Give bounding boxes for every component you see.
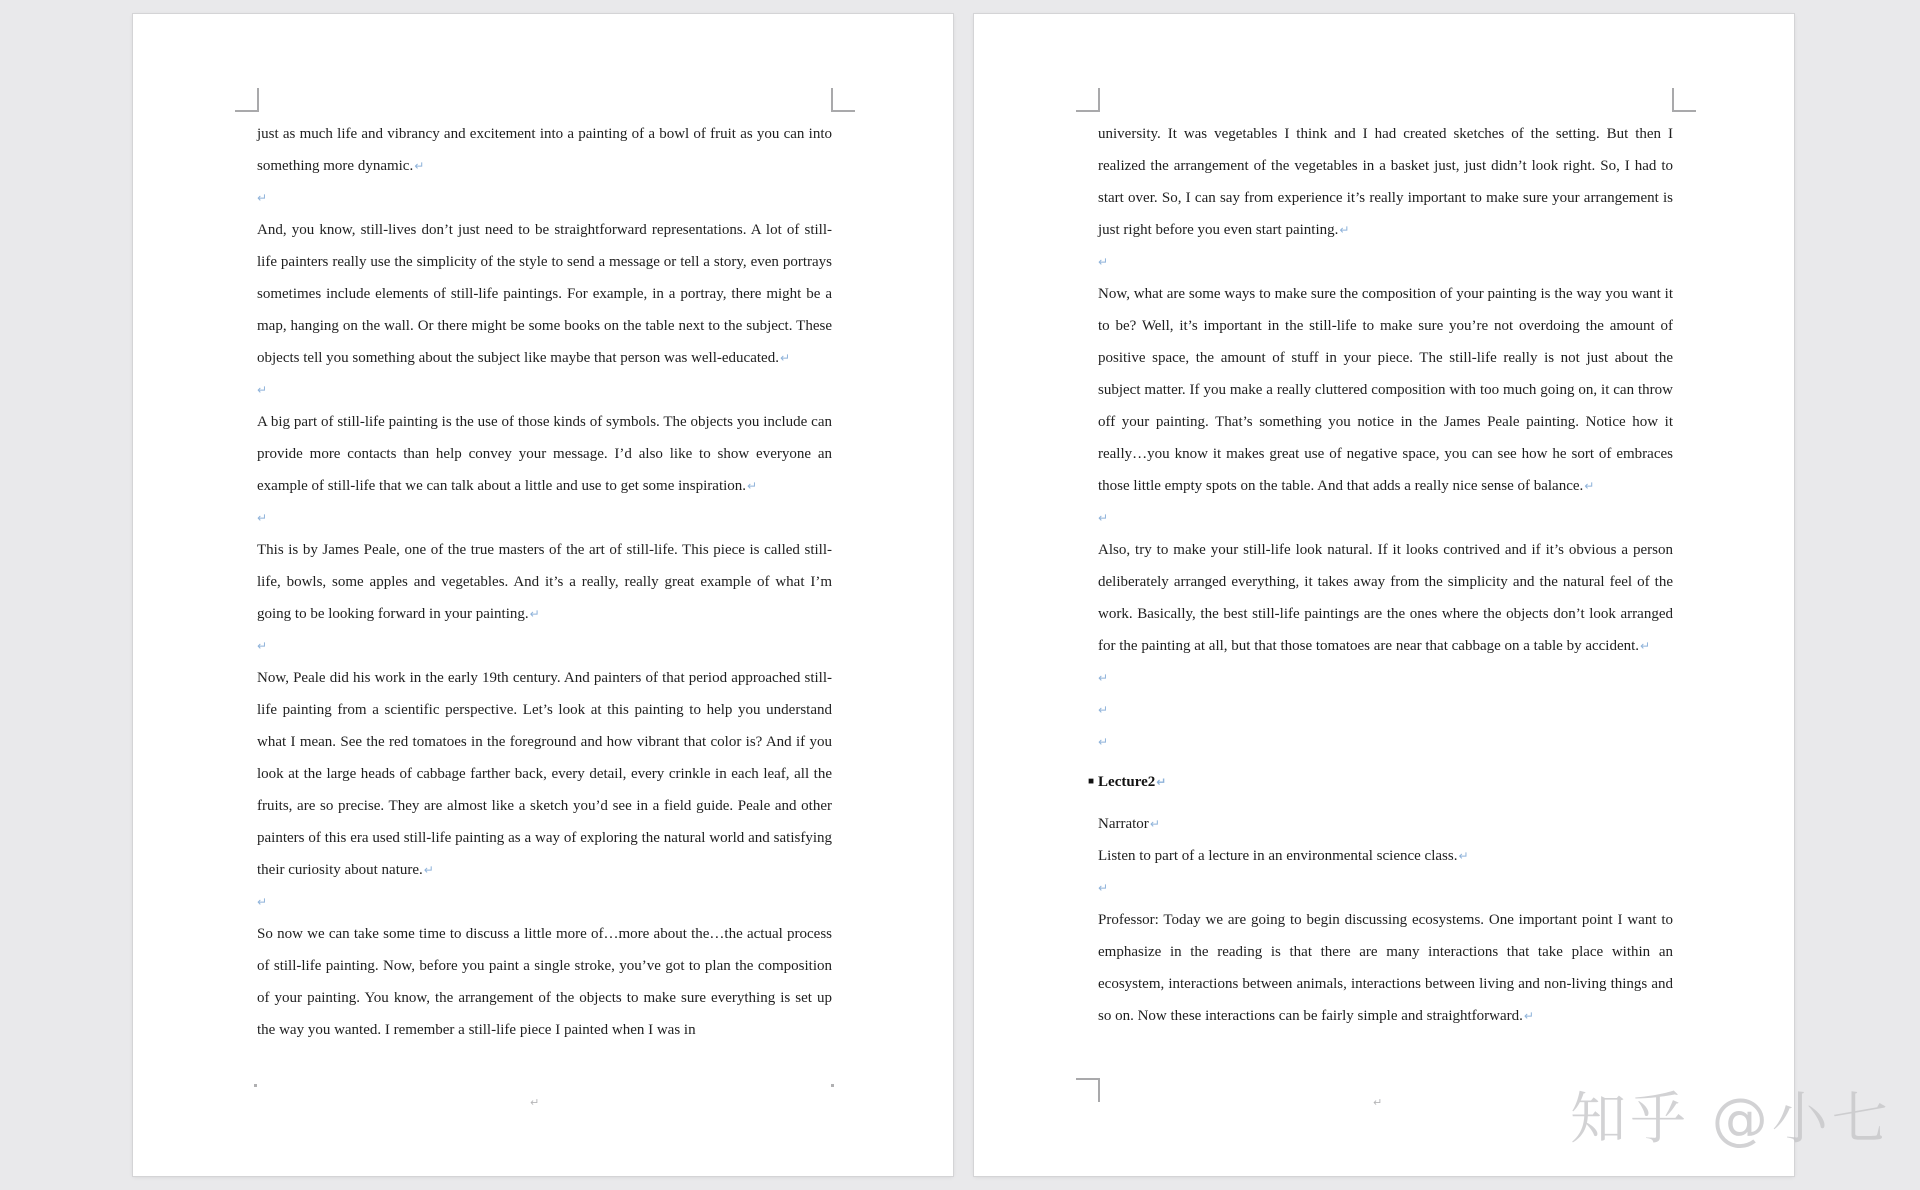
paragraph-mark: ↵ <box>1523 1009 1534 1023</box>
paragraph-mark: ↵ <box>1156 775 1167 789</box>
paragraph-text: This is by James Peale, one of the true masters of the art of still-life. This piece is called still-life, bowls, some apples and vegetables. And it’s a really, really great example of what I’m going to be looking forward in your painting. <box>257 542 832 622</box>
paragraph-mark: ↵ <box>257 511 268 525</box>
bullet-icon: ■ <box>1088 776 1095 787</box>
paragraph <box>257 918 832 1046</box>
empty-paragraph <box>1098 872 1673 904</box>
paragraph-mark: ↵ <box>414 159 425 173</box>
margin-corner-top-left <box>1076 88 1100 112</box>
paragraph <box>257 118 832 182</box>
page-text-area[interactable] <box>1088 118 1673 1032</box>
paragraph <box>1098 840 1673 872</box>
paragraph-mark: ↵ <box>257 383 268 397</box>
paragraph-mark: ↵ <box>257 639 268 653</box>
paragraph <box>1098 278 1673 502</box>
paragraph <box>1098 808 1673 840</box>
paragraph-mark: ↵ <box>1098 703 1109 717</box>
paragraph-text: And, you know, still-lives don’t just need to be straightforward representations. A lot of still-life painters really use the simplicity of the style to send a message or tell a story, even portrays sometimes include elements of still-life paintings. For example, in a portray, there might be a map, hanging on the wall. Or there might be some books on the table next to the subject. These objects tell you something about the subject like maybe that person was well-educated. <box>257 222 832 366</box>
paragraph-mark: ↵ <box>257 895 268 909</box>
footer-paragraph-mark: ↵ <box>1373 1096 1383 1109</box>
paragraph-mark: ↵ <box>423 863 434 877</box>
empty-paragraph <box>257 182 832 214</box>
paragraph-text: Now, what are some ways to make sure the composition of your painting is the way you want it to be? Well, it’s important in the still-life to make sure you’re not overdoing the amount of positive space, the amount of stuff in your piece. The still-life really is not just about the subject matter. If you make a really cluttered composition with too much going on, it can throw off your painting. That’s something you notice in the James Peale painting. Notice how it really…you know it makes great use of negative space, you can see how he sort of embraces those little empty spots on the table. And that adds a really nice sense of balance. <box>1098 286 1673 494</box>
paragraph-text: university. It was vegetables I think and I had created sketches of the setting. But then I realized the arrangement of the vegetables in a basket just, just didn’t look right. So, I had to start over. So, I can say from experience it’s really important to make sure your arrangement is just right before you even start painting. <box>1098 126 1673 238</box>
paragraph-mark: ↵ <box>1098 735 1109 749</box>
paragraph-text: just as much life and vibrancy and excitement into a painting of a bowl of fruit as you can into something more dynamic. <box>257 126 832 174</box>
paragraph-mark: ↵ <box>1339 223 1350 237</box>
margin-corner-top-right <box>1672 88 1696 112</box>
paragraph <box>257 214 832 374</box>
empty-paragraph <box>1098 662 1673 694</box>
empty-paragraph <box>257 630 832 662</box>
margin-corner-top-left <box>235 88 259 112</box>
paragraph-text: Narrator <box>1098 816 1149 832</box>
paragraph <box>1098 118 1673 246</box>
paragraph-mark: ↵ <box>1458 849 1469 863</box>
empty-paragraph <box>1098 694 1673 726</box>
margin-corner-bottom-left <box>1076 1078 1100 1102</box>
paragraph-text: A big part of still-life painting is the use of those kinds of symbols. The objects you include can provide more contacts than help convey your message. I’d also like to show everyone an example of still-life that we can talk about a little and use to get some inspiration. <box>257 414 832 494</box>
page-text-area[interactable] <box>257 118 832 1046</box>
paragraph <box>257 662 832 886</box>
document-page-left[interactable] <box>133 14 953 1176</box>
paragraph <box>1098 534 1673 662</box>
paragraph-text: Professor: Today we are going to begin discussing ecosystems. One important point I want to emphasize in the reading is that there are many interactions that take place within an ecosystem, interactions between animals, interactions between living and non-living things and so on. Now these interactions can be fairly simple and straightforward. <box>1098 912 1673 1024</box>
watermark-logo: 知乎 @小七 <box>1570 1087 1892 1152</box>
empty-paragraph <box>257 502 832 534</box>
empty-paragraph <box>257 374 832 406</box>
document-page-right[interactable] <box>974 14 1794 1176</box>
paragraph-text: Listen to part of a lecture in an environmental science class. <box>1098 848 1458 864</box>
paragraph-mark: ↵ <box>1640 639 1651 653</box>
paragraph-mark: ↵ <box>1098 881 1109 895</box>
paragraph-mark: ↵ <box>1584 479 1595 493</box>
paragraph-mark: ↵ <box>257 191 268 205</box>
empty-paragraph <box>1098 726 1673 758</box>
heading-text: Lecture2 <box>1098 774 1156 790</box>
footer-paragraph-mark: ↵ <box>530 1096 540 1109</box>
paragraph-text: Now, Peale did his work in the early 19th century. And painters of that period approached still-life painting from a scientific perspective. Let’s look at this painting to help you understand what I mean. See the red tomatoes in the foreground and how vibrant that color is? And if you look at the large heads of cabbage farther back, every detail, every crinkle in each leaf, all the fruits, are so precise. They are almost like a sketch you’d see in a field guide. Peale and other painters of this era used still-life painting as a way of exploring the natural world and satisfying their curiosity about nature. <box>257 670 832 878</box>
paragraph-mark: ↵ <box>1098 671 1109 685</box>
paragraph <box>257 534 832 630</box>
empty-paragraph <box>1098 502 1673 534</box>
paragraph-mark: ↵ <box>529 607 540 621</box>
margin-corner-top-right <box>831 88 855 112</box>
empty-paragraph <box>257 886 832 918</box>
margin-dot-left <box>254 1084 257 1087</box>
empty-paragraph <box>1098 246 1673 278</box>
paragraph-mark: ↵ <box>1098 511 1109 525</box>
paragraph-text: So now we can take some time to discuss a little more of…more about the…the actual process of still-life painting. Now, before you paint a single stroke, you’ve got to plan the composition of your painting. You know, the arrangement of the objects to make sure everything is set up the way you wanted. I remember a still-life piece I painted when I was in <box>257 926 832 1038</box>
margin-dot-right <box>831 1084 834 1087</box>
paragraph-mark: ↵ <box>779 351 791 365</box>
section-heading <box>1088 766 1673 798</box>
paragraph-mark: ↵ <box>747 479 758 493</box>
paragraph-text: Also, try to make your still-life look natural. If it looks contrived and if it’s obvious a person deliberately arranged everything, it takes away from the simplicity and the natural feel of the work. Basically, the best still-life paintings are the ones where the objects don’t look arranged for the painting at all, but that those tomatoes are near that cabbage on a table by accident. <box>1098 542 1673 654</box>
paragraph-mark: ↵ <box>1098 255 1109 269</box>
paragraph <box>1098 904 1673 1032</box>
paragraph-mark: ↵ <box>1149 817 1160 831</box>
paragraph <box>257 406 832 502</box>
